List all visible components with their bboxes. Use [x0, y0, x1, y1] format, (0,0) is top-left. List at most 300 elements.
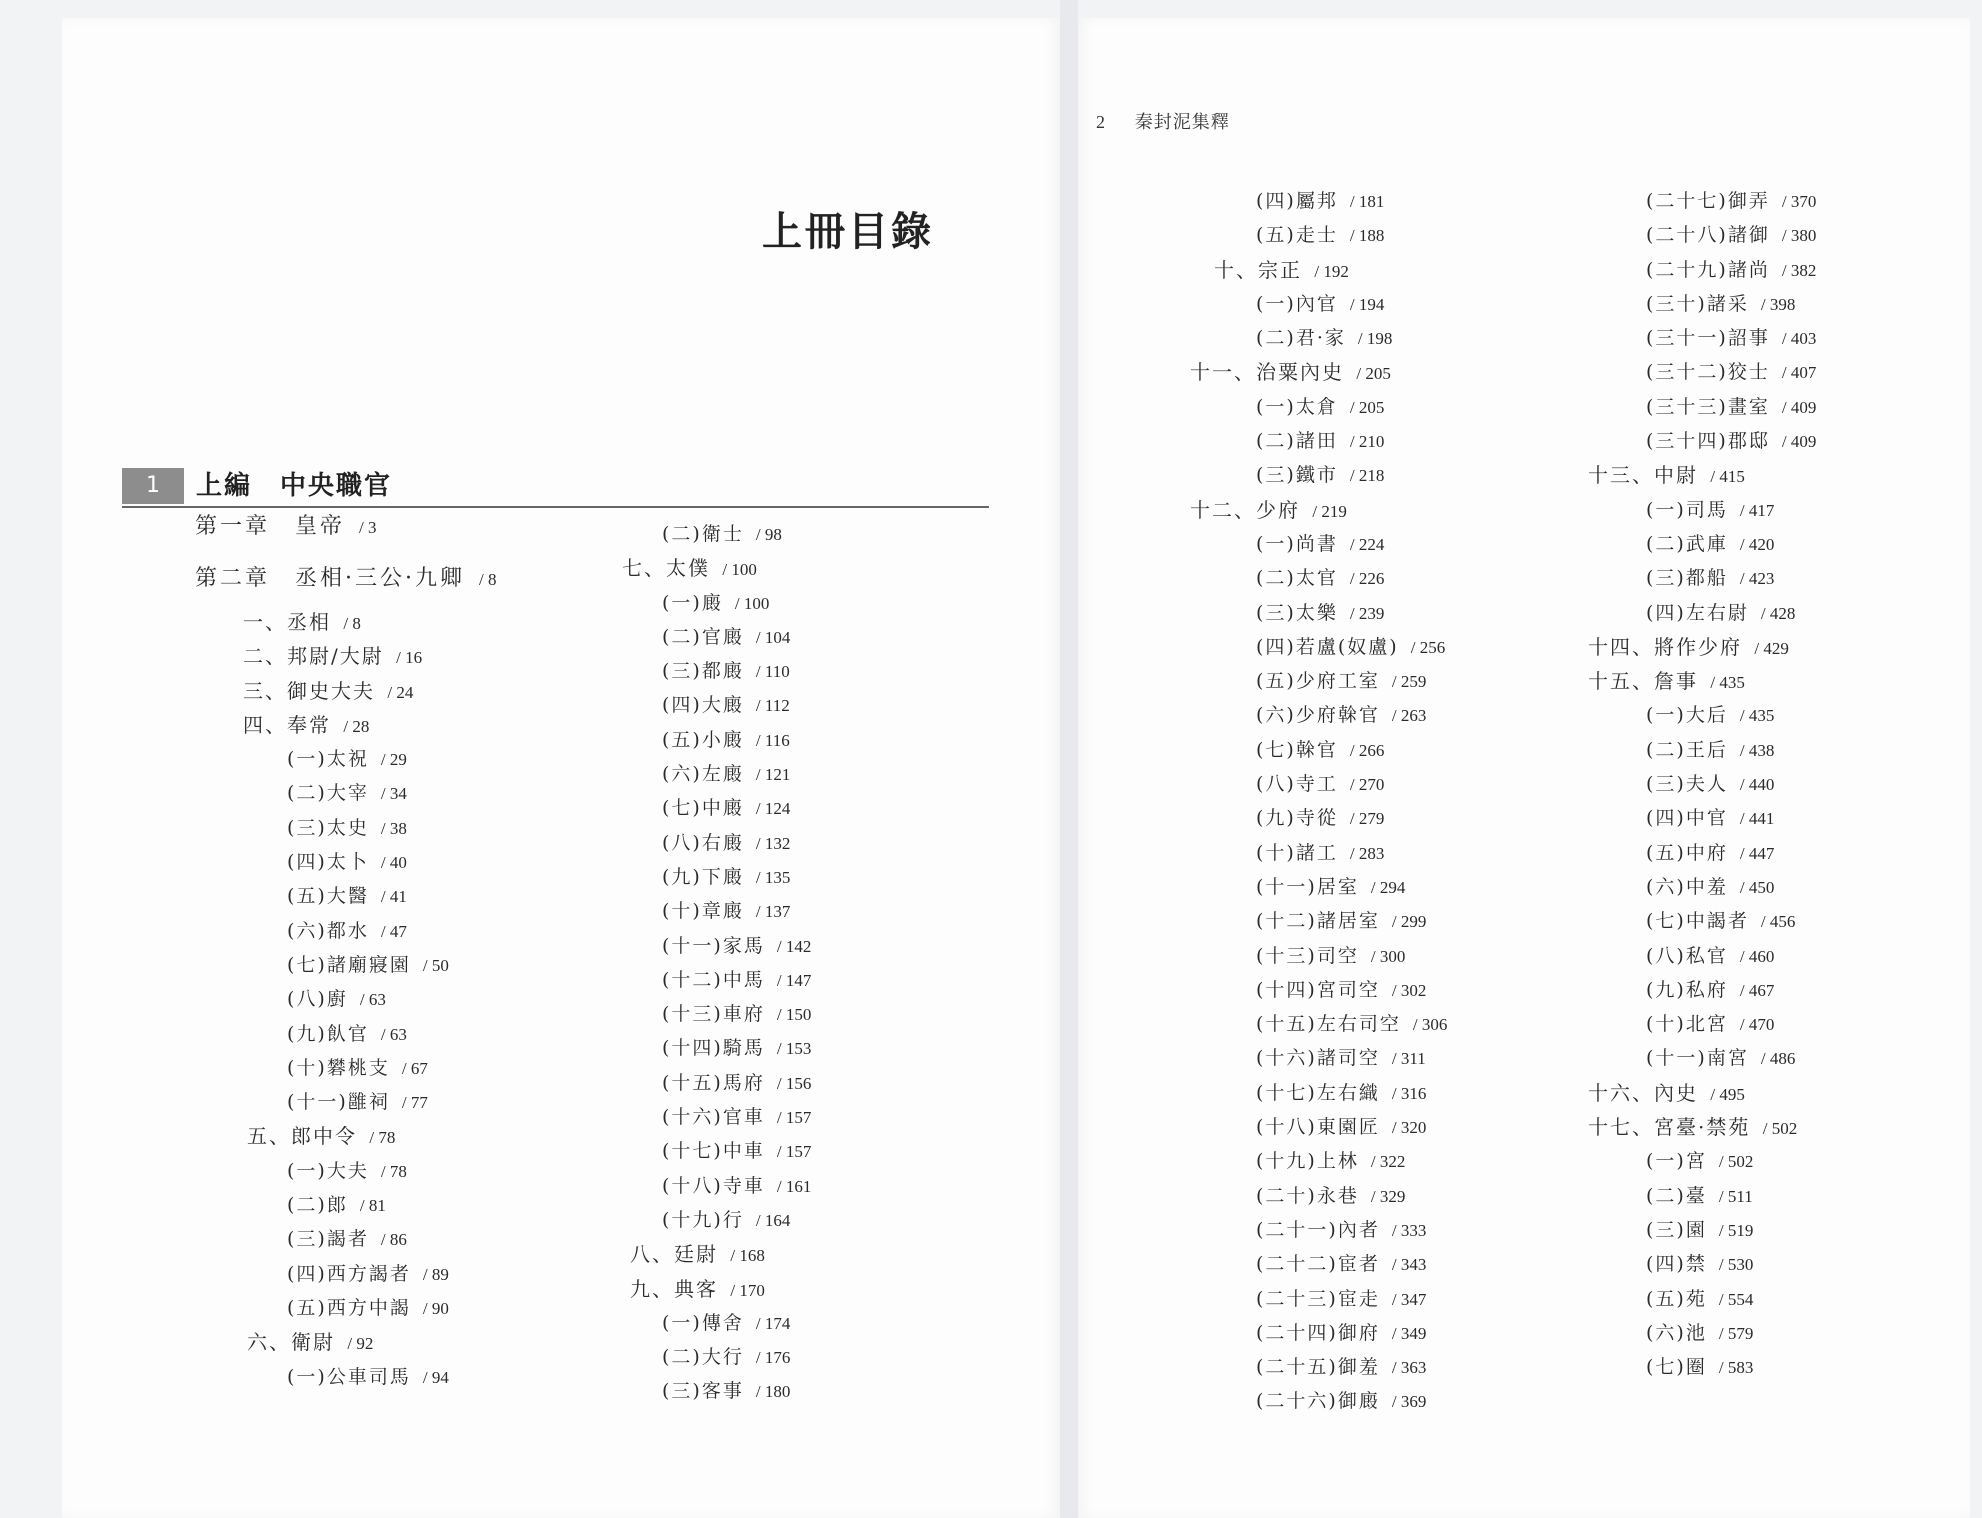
toc-entry-title: 二、邦尉/大尉 — [243, 644, 384, 669]
toc-entry — [1476, 1179, 1816, 1213]
toc-entry — [195, 1291, 496, 1325]
toc-entry-title: (三十二)狡士 — [1646, 361, 1770, 384]
toc-page-number — [1392, 1221, 1426, 1240]
toc-page-value: 486 — [1769, 1049, 1796, 1069]
toc-page-number — [1392, 1118, 1426, 1137]
toc-entry — [622, 1306, 811, 1340]
toc-separator: / — [1739, 980, 1749, 1000]
toc-page-number — [1782, 261, 1816, 280]
toc-entry-title: (十)北宮 — [1646, 1013, 1728, 1036]
toc-page-number — [360, 990, 386, 1009]
toc-entry-title: (一)尚書 — [1256, 532, 1338, 555]
toc-entry — [195, 1051, 496, 1085]
toc-entry — [195, 776, 496, 810]
toc-page-value: 78 — [389, 1161, 407, 1181]
running-title: 秦封泥集釋 — [1134, 112, 1230, 133]
toc-separator: / — [1349, 294, 1359, 314]
toc-entry-title: (七)諸廟寢園 — [287, 953, 411, 976]
toc-separator: / — [1739, 500, 1749, 520]
toc-entry-title: (二)臺 — [1646, 1184, 1707, 1207]
toc-entry-title: (十四)宮司空 — [1256, 978, 1380, 1001]
toc-page-value: 583 — [1727, 1358, 1754, 1378]
toc-page-number — [1392, 706, 1426, 725]
toc-entry-title: (一)太倉 — [1256, 395, 1338, 418]
toc-separator: / — [730, 1246, 740, 1266]
toc-page-number — [1314, 262, 1348, 281]
toc-entry — [1476, 527, 1816, 561]
toc-entry — [1476, 253, 1816, 287]
toc-separator: / — [1760, 1049, 1770, 1069]
toc-page-value: 192 — [1323, 261, 1349, 281]
toc-page-number — [1763, 1119, 1797, 1138]
toc-page-number — [343, 717, 369, 736]
toc-page-number — [381, 1230, 407, 1249]
toc-page-value: 329 — [1379, 1186, 1406, 1206]
toc-entry — [622, 894, 811, 928]
toc-separator: / — [422, 1367, 432, 1387]
toc-separator: / — [1718, 1289, 1728, 1309]
toc-page-value: 333 — [1400, 1220, 1427, 1240]
toc-separator: / — [755, 1382, 765, 1402]
toc-page-number — [1719, 1221, 1753, 1240]
toc-separator: / — [1370, 1152, 1380, 1172]
toc-separator: / — [1391, 1392, 1401, 1412]
toc-page-value: 467 — [1748, 980, 1775, 1000]
toc-entry-title: (五)小廄 — [662, 728, 744, 751]
toc-entry-title: (六)池 — [1646, 1321, 1707, 1344]
toc-separator: / — [1391, 980, 1401, 1000]
toc-entry — [622, 517, 811, 551]
toc-separator: / — [1739, 569, 1749, 589]
toc-entry — [1476, 733, 1816, 767]
toc-page-value: 256 — [1419, 637, 1446, 657]
toc-page-value: 429 — [1763, 638, 1789, 658]
toc-page-value: 266 — [1358, 740, 1385, 760]
toc-entry — [1476, 355, 1816, 389]
toc-page-number — [1350, 192, 1384, 211]
toc-page-value: 116 — [764, 730, 790, 750]
toc-page-value: 194 — [1358, 294, 1385, 314]
toc-page-value: 349 — [1400, 1323, 1427, 1343]
toc-entry-title: (三)夫人 — [1646, 773, 1728, 796]
toc-entry-title: (三)謁者 — [287, 1228, 369, 1251]
toc-entry-title: (三)客事 — [662, 1380, 744, 1403]
toc-separator: / — [776, 970, 786, 990]
toc-page-number — [1740, 809, 1774, 828]
toc-entry — [1078, 664, 1447, 698]
toc-separator: / — [730, 1280, 740, 1300]
toc-page-value: 8 — [487, 570, 497, 589]
toc-entry-title: (三十四)郡邸 — [1646, 430, 1770, 453]
toc-page-value: 168 — [739, 1246, 765, 1266]
toc-entry — [1078, 1282, 1447, 1316]
toc-entry — [195, 1154, 496, 1188]
toc-page-value: 150 — [785, 1005, 812, 1025]
toc-page-value: 181 — [1358, 192, 1385, 211]
toc-page-number — [756, 731, 790, 750]
toc-page-value: 41 — [389, 887, 407, 907]
toc-entry — [1476, 1316, 1816, 1350]
toc-entry-title: (二十五)御羞 — [1256, 1356, 1380, 1379]
toc-page-value: 502 — [1727, 1152, 1754, 1172]
toc-entry-title: (十)諸工 — [1256, 841, 1338, 864]
toc-entry — [622, 1169, 811, 1203]
toc-entry — [1078, 287, 1447, 321]
toc-page-value: 456 — [1769, 912, 1796, 932]
toc-entry-title: (十八)東園匠 — [1256, 1116, 1380, 1139]
toc-page-value: 34 — [389, 784, 407, 804]
toc-page-value: 92 — [356, 1334, 374, 1354]
toc-entry-title: 五、郎中令 — [247, 1124, 357, 1149]
toc-separator: / — [755, 696, 765, 716]
toc-separator: / — [1710, 1084, 1720, 1104]
toc-page-number — [1350, 775, 1384, 794]
toc-page-number — [1740, 535, 1774, 554]
toc-page-number — [1719, 1324, 1753, 1343]
toc-separator: / — [1754, 638, 1764, 658]
toc-entry — [195, 674, 496, 708]
toc-separator: / — [1718, 1152, 1728, 1172]
toc-separator: / — [380, 784, 390, 804]
toc-separator: / — [1718, 1186, 1728, 1206]
toc-page-number — [381, 1162, 407, 1181]
toc-entry-title: (一)司馬 — [1646, 498, 1728, 521]
toc-page-number — [1312, 502, 1346, 521]
toc-page-value: 302 — [1400, 980, 1427, 1000]
toc-entry — [195, 708, 496, 742]
toc-page-number — [1740, 878, 1774, 897]
toc-entry — [1476, 493, 1816, 527]
toc-page-number — [1413, 1015, 1447, 1034]
toc-page-value: 409 — [1790, 432, 1817, 452]
toc-page-value: 8 — [352, 614, 361, 633]
toc-separator: / — [776, 1108, 786, 1128]
toc-page-value: 415 — [1719, 467, 1745, 487]
toc-page-number — [756, 799, 790, 818]
toc-separator: / — [776, 1142, 786, 1162]
toc-separator: / — [1781, 192, 1791, 211]
toc-page-number — [1782, 363, 1816, 382]
toc-entry — [1476, 1041, 1816, 1075]
toc-entry — [1078, 698, 1447, 732]
toc-separator: / — [776, 1176, 786, 1196]
toc-page-number — [381, 853, 407, 872]
toc-page-value: 460 — [1748, 946, 1775, 966]
toc-separator: / — [1718, 1358, 1728, 1378]
toc-separator: / — [422, 1264, 432, 1284]
toc-separator: / — [1391, 1358, 1401, 1378]
toc-page-value: 78 — [378, 1128, 396, 1148]
toc-page-value: 320 — [1400, 1118, 1427, 1138]
toc-entry — [1078, 527, 1447, 561]
toc-separator: / — [380, 1230, 390, 1250]
toc-page-number — [777, 1005, 811, 1024]
toc-page-value: 24 — [396, 682, 414, 702]
toc-page-number — [1740, 981, 1774, 1000]
toc-separator: / — [776, 1005, 786, 1025]
toc-entry — [1476, 596, 1816, 630]
toc-entry — [1078, 390, 1447, 424]
toc-entry — [195, 553, 496, 605]
right-page — [1078, 18, 1970, 1518]
toc-separator: / — [1349, 740, 1359, 760]
toc-page-number — [756, 834, 790, 853]
toc-separator: / — [1739, 706, 1749, 726]
toc-entry-title: (七)榦官 — [1256, 738, 1338, 761]
toc-entry-title: (十八)寺車 — [662, 1174, 765, 1197]
toc-entry-title: (八)廚 — [287, 988, 348, 1011]
toc-page-number — [730, 1246, 764, 1265]
toc-entry — [195, 879, 496, 913]
toc-entry-title: (二十八)諸御 — [1646, 224, 1770, 247]
toc-separator: / — [1410, 637, 1420, 657]
toc-entry-title: (十六)官車 — [662, 1106, 765, 1129]
toc-page-value: 519 — [1727, 1220, 1754, 1240]
toc-page-value: 423 — [1748, 569, 1775, 589]
toc-page-value: 170 — [739, 1280, 765, 1300]
toc-separator: / — [1312, 501, 1322, 521]
toc-separator: / — [1760, 912, 1770, 932]
toc-page-number — [1782, 329, 1816, 348]
toc-entry-title: (一)宮 — [1646, 1150, 1707, 1173]
toc-page-value: 28 — [352, 716, 370, 736]
toc-entry-title: 十二、少府 — [1190, 497, 1300, 522]
toc-separator: / — [1718, 1255, 1728, 1275]
toc-entry — [195, 1188, 496, 1222]
toc-page-value: 403 — [1790, 329, 1817, 349]
toc-entry-title: (二十六)御廄 — [1256, 1390, 1380, 1413]
toc-entry — [622, 1100, 811, 1134]
toc-page-number — [1761, 1049, 1795, 1068]
toc-entry — [1078, 321, 1447, 355]
toc-entry-title: (五)走士 — [1256, 224, 1338, 247]
toc-page-value: 579 — [1727, 1323, 1754, 1343]
toc-page-value: 29 — [389, 750, 407, 770]
toc-separator: / — [359, 990, 369, 1010]
toc-page-value: 86 — [389, 1230, 407, 1250]
toc-entry — [195, 811, 496, 845]
toc-page-number — [735, 594, 769, 613]
toc-separator: / — [380, 853, 390, 873]
toc-page-value: 322 — [1379, 1152, 1406, 1172]
toc-separator: / — [380, 921, 390, 941]
toc-separator: / — [343, 716, 353, 736]
toc-entry-title: 十、宗正 — [1214, 257, 1302, 282]
toc-page-number — [423, 1299, 449, 1318]
toc-separator: / — [1391, 1289, 1401, 1309]
toc-separator: / — [1370, 946, 1380, 966]
toc-entry-title: (七)中謁者 — [1646, 910, 1749, 933]
toc-entry — [1078, 904, 1447, 938]
toc-entry-title: 十七、宮臺·禁苑 — [1588, 1115, 1751, 1140]
toc-page-number — [1371, 947, 1405, 966]
toc-entry — [1078, 1384, 1447, 1418]
part-title: 上編 中央職官 — [196, 471, 393, 501]
left-page — [62, 18, 1060, 1518]
toc-entry — [1476, 1247, 1816, 1281]
toc-page-number — [1392, 981, 1426, 1000]
toc-entry — [195, 1257, 496, 1291]
toc-page-value: 157 — [785, 1142, 812, 1162]
toc-entry — [1078, 733, 1447, 767]
toc-separator: / — [1391, 912, 1401, 932]
toc-page-value: 441 — [1748, 809, 1775, 829]
toc-page-number — [756, 1211, 790, 1230]
toc-entry — [1476, 1213, 1816, 1247]
toc-entry — [195, 982, 496, 1016]
toc-page-value: 63 — [389, 1024, 407, 1044]
toc-page-number — [1740, 844, 1774, 863]
toc-page-value: 363 — [1400, 1358, 1427, 1378]
toc-entry-title: (二)王后 — [1646, 738, 1728, 761]
toc-entry-title: 第一章 皇帝 — [195, 514, 346, 539]
toc-page-value: 382 — [1790, 260, 1817, 280]
toc-entry — [1476, 664, 1816, 698]
toc-entry — [622, 654, 811, 688]
toc-separator: / — [1781, 329, 1791, 349]
toc-entry — [1476, 1110, 1816, 1144]
toc-page-number — [1710, 467, 1744, 486]
toc-page-number — [1392, 1290, 1426, 1309]
toc-page-number — [387, 683, 413, 702]
toc-separator: / — [1739, 877, 1749, 897]
toc-page-value: 554 — [1727, 1289, 1754, 1309]
page-number: 2 — [1096, 112, 1106, 132]
toc-page-number — [423, 956, 449, 975]
toc-entry-title: (二十一)內者 — [1256, 1218, 1380, 1241]
toc-entry-title: (四)太卜 — [287, 851, 369, 874]
toc-page-number — [1350, 844, 1384, 863]
toc-entry — [195, 605, 496, 639]
toc-entry-title: (一)傳舍 — [662, 1311, 744, 1334]
toc-page-value: 210 — [1358, 432, 1385, 452]
toc-page-value: 100 — [743, 593, 770, 613]
toc-entry — [1476, 287, 1816, 321]
toc-page-value: 407 — [1790, 363, 1817, 383]
toc-separator: / — [387, 682, 397, 702]
toc-page-number — [1719, 1187, 1753, 1206]
toc-page-number — [1392, 912, 1426, 931]
toc-page-number — [756, 902, 790, 921]
toc-separator: / — [1349, 569, 1359, 589]
toc-page-number — [756, 1314, 790, 1333]
toc-separator: / — [755, 902, 765, 922]
toc-entry-title: (一)大后 — [1646, 704, 1728, 727]
toc-entry-title: (十一)居室 — [1256, 875, 1359, 898]
toc-separator: / — [1391, 672, 1401, 692]
toc-page-value: 153 — [785, 1039, 812, 1059]
toc-page-number — [756, 1382, 790, 1401]
toc-entry — [622, 1374, 811, 1408]
toc-entry — [1078, 424, 1447, 458]
toc-page-number — [402, 1059, 428, 1078]
toc-page-number — [1350, 569, 1384, 588]
toc-separator: / — [359, 518, 368, 537]
toc-page-value: 530 — [1727, 1255, 1754, 1275]
toc-separator: / — [1762, 1119, 1772, 1139]
toc-page-value: 270 — [1358, 775, 1385, 795]
toc-page-value: 470 — [1748, 1015, 1775, 1035]
toc-separator: / — [1391, 1118, 1401, 1138]
toc-entry — [1476, 390, 1816, 424]
toc-page-value: 398 — [1769, 294, 1796, 314]
toc-entry-title: (十七)左右織 — [1256, 1081, 1380, 1104]
toc-separator: / — [1710, 673, 1720, 693]
toc-separator: / — [1760, 603, 1770, 623]
toc-entry-title: (五)西方中謁 — [287, 1296, 411, 1319]
toc-separator: / — [1412, 1015, 1422, 1035]
toc-column-2 — [622, 517, 811, 1409]
book-gutter — [1060, 0, 1078, 1518]
toc-entry — [1476, 218, 1816, 252]
toc-separator: / — [359, 1196, 369, 1216]
toc-page-number — [777, 971, 811, 990]
toc-entry — [622, 860, 811, 894]
toc-separator: / — [1349, 809, 1359, 829]
toc-entry-title: (七)圈 — [1646, 1356, 1707, 1379]
toc-page-value: 38 — [389, 818, 407, 838]
toc-entry — [1078, 218, 1447, 252]
toc-page-number — [777, 1039, 811, 1058]
toc-entry — [1476, 630, 1816, 664]
toc-page-number — [1350, 535, 1384, 554]
toc-page-value: 218 — [1358, 466, 1385, 486]
toc-entry-title: (三)都廄 — [662, 660, 744, 683]
toc-page-value: 347 — [1400, 1289, 1427, 1309]
toc-entry-title: (六)少府榦官 — [1256, 704, 1380, 727]
toc-entry — [622, 1203, 811, 1237]
toc-page-number — [423, 1368, 449, 1387]
toc-page-number — [1761, 912, 1795, 931]
toc-page-number — [381, 819, 407, 838]
toc-separator: / — [1739, 775, 1749, 795]
toc-entry-title: (一)公車司馬 — [287, 1365, 411, 1388]
toc-page-number — [1740, 501, 1774, 520]
toc-entry — [622, 723, 811, 757]
toc-page-number — [1740, 741, 1774, 760]
toc-entry-title: (三)太史 — [287, 816, 369, 839]
toc-page-number — [1350, 809, 1384, 828]
toc-page-value: 89 — [431, 1264, 449, 1284]
toc-page-number — [402, 1093, 428, 1112]
toc-entry-title: (五)大醫 — [287, 885, 369, 908]
toc-entry — [1078, 1144, 1447, 1178]
toc-entry-title: (十六)諸司空 — [1256, 1047, 1380, 1070]
toc-entry-title: (八)寺工 — [1256, 773, 1338, 796]
toc-page-value: 176 — [764, 1348, 791, 1368]
toc-separator: / — [1718, 1323, 1728, 1343]
toc-page-number — [381, 750, 407, 769]
toc-page-value: 124 — [764, 799, 791, 819]
toc-page-value: 299 — [1400, 912, 1427, 932]
toc-entry-title: (一)內官 — [1256, 292, 1338, 315]
toc-page-number — [381, 887, 407, 906]
toc-entry-title: (一)大夫 — [287, 1159, 369, 1182]
toc-separator: / — [1739, 809, 1749, 829]
toc-entry — [195, 845, 496, 879]
toc-entry-title: (十二)諸居室 — [1256, 910, 1380, 933]
toc-column-3 — [1078, 184, 1447, 1419]
toc-page-value: 98 — [764, 525, 782, 544]
toc-page-number — [1719, 1290, 1753, 1309]
toc-page-number — [756, 1348, 790, 1367]
toc-separator: / — [396, 648, 406, 668]
toc-entry — [1078, 1007, 1447, 1041]
toc-page-number — [756, 868, 790, 887]
toc-separator: / — [755, 1210, 765, 1230]
toc-entry-title: (十一)雝祠 — [287, 1091, 390, 1114]
toc-entry — [195, 1085, 496, 1119]
